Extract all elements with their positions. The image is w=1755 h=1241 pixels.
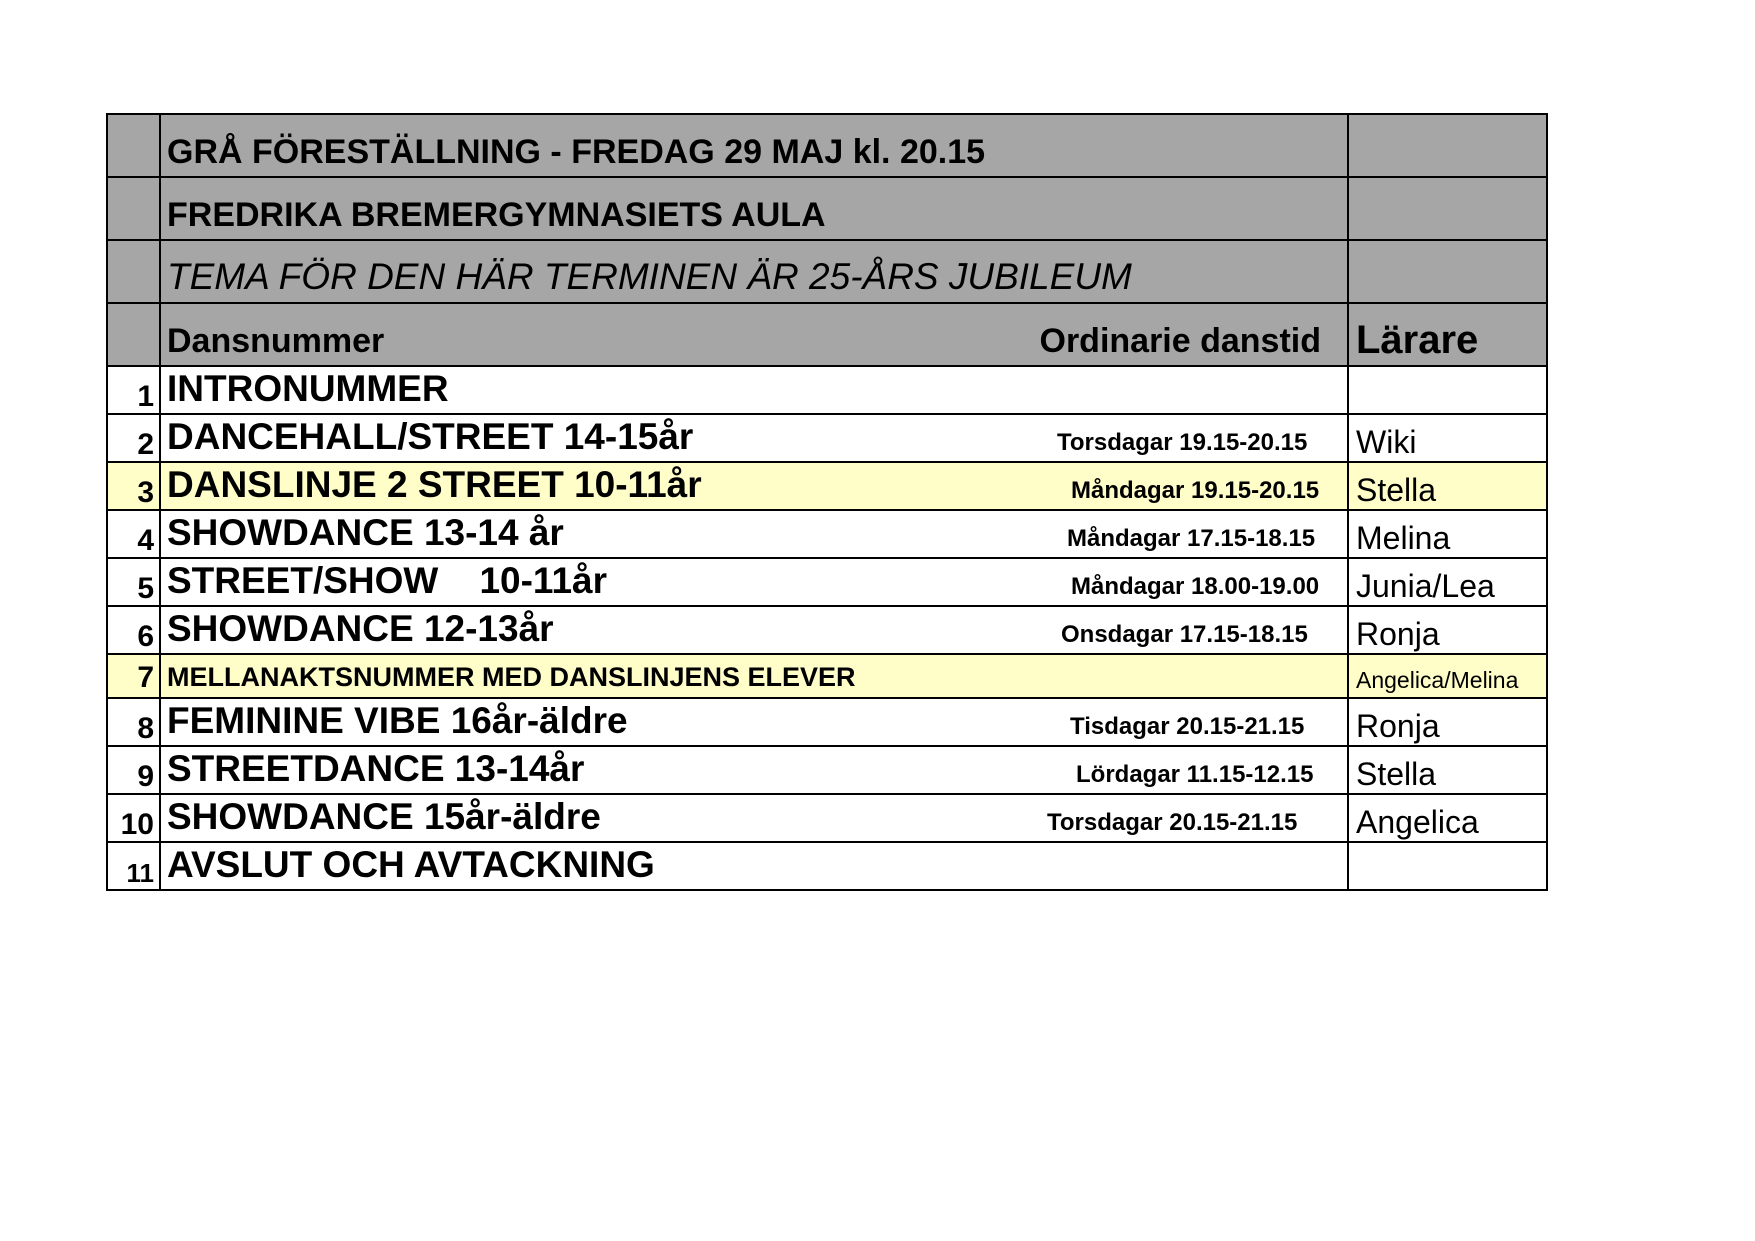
dance-time: Måndagar 17.15-18.15 [1067,525,1316,552]
column-header-time: Ordinarie danstid [1039,322,1321,360]
dance-name: SHOWDANCE 13-14 år [167,512,564,553]
row-number: 4 [108,511,161,557]
dance-name: DANSLINJE 2 STREET 10-11år [167,464,702,505]
teacher-cell [1349,655,1546,697]
dance-cell [161,655,1349,697]
column-header-teacher-cell [1349,304,1546,365]
teacher-name: Ronja [1356,616,1440,652]
theme-row [106,241,1548,304]
dance-cell [161,747,1349,793]
table-row [106,795,1548,843]
teacher-name: Wiki [1356,424,1417,460]
table-row [106,843,1548,891]
venue-title: FREDRIKA BREMERGYMNASIETS AULA [167,196,826,234]
teacher-cell [1349,367,1546,413]
table-row [106,559,1548,607]
venue-row-num-cell [108,178,161,239]
teacher-name: Stella [1356,472,1437,508]
table-row [106,367,1548,415]
dance-name: MELLANAKTSNUMMER MED DANSLINJENS ELEVER [167,662,856,692]
teacher-cell [1349,559,1546,605]
teacher-name: Angelica [1356,804,1479,840]
column-header-num-cell [108,304,161,365]
dance-cell [161,367,1349,413]
table-row-highlighted [106,655,1548,699]
teacher-cell [1349,699,1546,745]
title-row-num-cell [108,115,161,176]
row-number: 10 [108,795,161,841]
column-header-row [106,304,1548,367]
teacher-name: Ronja [1356,708,1440,744]
dance-time: Torsdagar 20.15-21.15 [1047,809,1298,836]
dance-name: STREETDANCE 13-14år [167,748,585,789]
dance-time: Torsdagar 19.15-20.15 [1057,429,1308,456]
teacher-cell [1349,511,1546,557]
row-number: 6 [108,607,161,653]
theme-text: TEMA FÖR DEN HÄR TERMINEN ÄR 25-ÅRS JUBILEUM [167,256,1132,297]
row-number: 5 [108,559,161,605]
row-number: 1 [108,367,161,413]
dance-name: SHOWDANCE 12-13år [167,608,554,649]
theme-row-teacher-cell [1349,241,1546,302]
table-row [106,699,1548,747]
teacher-cell [1349,463,1546,509]
dance-cell [161,415,1349,461]
dance-time: Måndagar 19.15-20.15 [1071,477,1320,504]
dance-name: STREET/SHOW 10-11år [167,560,608,601]
dance-time: Måndagar 18.00-19.00 [1071,573,1320,600]
venue-row-teacher-cell [1349,178,1546,239]
dance-cell [161,559,1349,605]
teacher-cell [1349,415,1546,461]
venue-row [106,178,1548,241]
title-row-teacher-cell [1349,115,1546,176]
column-header-dance: Dansnummer [167,322,385,360]
table-row [106,415,1548,463]
teacher-cell [1349,795,1546,841]
dance-cell [161,699,1349,745]
teacher-name: Angelica/Melina [1356,667,1519,693]
dance-name: FEMININE VIBE 16år-äldre [167,700,628,741]
dance-cell [161,843,1349,889]
program-table [106,113,1548,891]
venue-cell [161,178,1349,239]
title-row [106,113,1548,178]
title-cell [161,115,1349,176]
table-row-highlighted [106,463,1548,511]
row-number: 9 [108,747,161,793]
table-row [106,747,1548,795]
dance-name: SHOWDANCE 15år-äldre [167,796,601,837]
teacher-cell [1349,747,1546,793]
dance-cell [161,795,1349,841]
column-header-main-cell [161,304,1349,365]
dance-name: DANCEHALL/STREET 14-15år [167,416,694,457]
row-number: 2 [108,415,161,461]
dance-time: Lördagar 11.15-12.15 [1076,761,1314,788]
dance-time: Onsdagar 17.15-18.15 [1061,621,1308,648]
teacher-cell [1349,607,1546,653]
table-row [106,511,1548,559]
teacher-name: Melina [1356,520,1451,556]
dance-name: INTRONUMMER [167,368,449,409]
table-row [106,607,1548,655]
theme-row-num-cell [108,241,161,302]
dance-time: Tisdagar 20.15-21.15 [1070,713,1305,740]
column-header-teacher: Lärare [1356,318,1479,362]
teacher-name: Stella [1356,756,1437,792]
dance-name: AVSLUT OCH AVTACKNING [167,844,655,885]
row-number: 3 [108,463,161,509]
show-title: GRÅ FÖRESTÄLLNING - FREDAG 29 MAJ kl. 20.15 [167,133,986,171]
row-number: 7 [108,655,161,697]
teacher-name: Junia/Lea [1356,568,1495,604]
teacher-cell [1349,843,1546,889]
theme-cell [161,241,1349,302]
row-number: 11 [108,843,161,889]
dance-cell [161,463,1349,509]
dance-cell [161,511,1349,557]
dance-cell [161,607,1349,653]
row-number: 8 [108,699,161,745]
